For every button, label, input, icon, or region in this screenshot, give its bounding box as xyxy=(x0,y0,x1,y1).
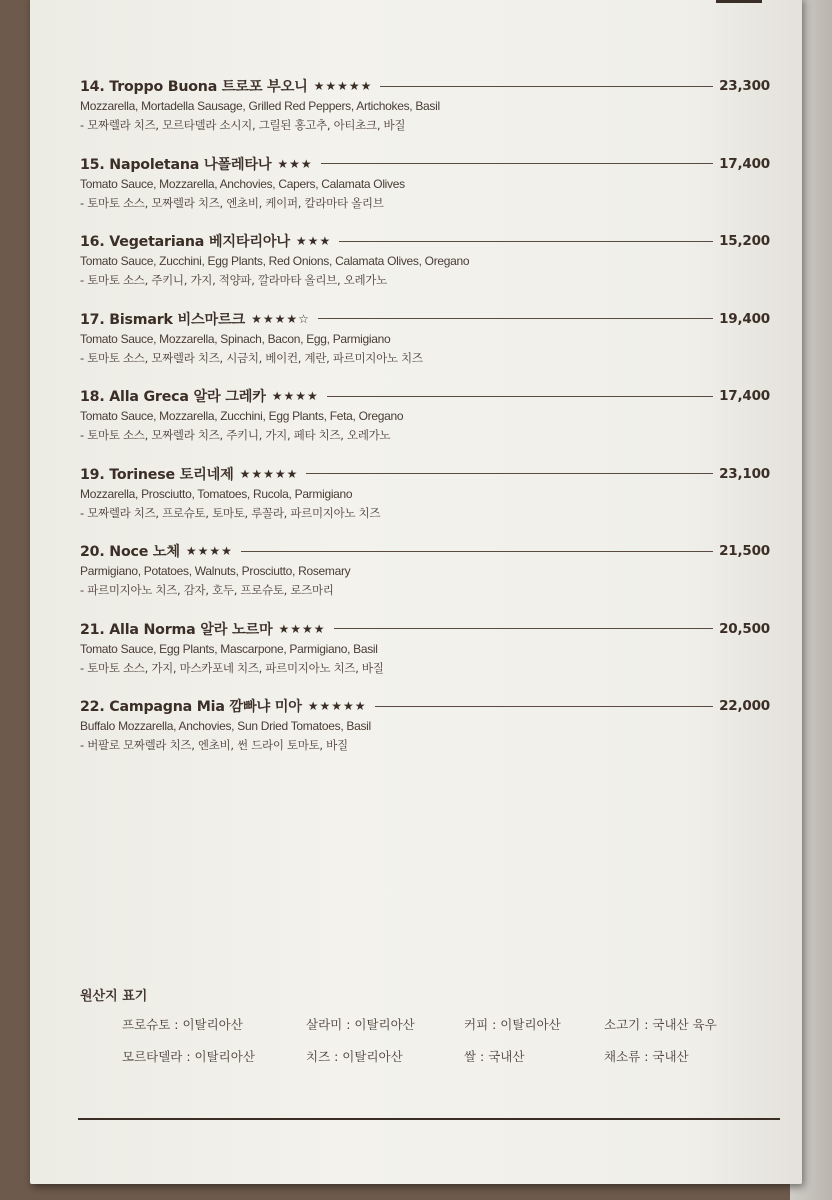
menu-item-title: 15. Napoletana 나폴레타나 xyxy=(80,156,272,173)
menu-item-title: 19. Torinese 토리네제 xyxy=(80,466,234,483)
dotted-leader xyxy=(321,163,713,164)
menu-item xyxy=(80,618,770,696)
origin-entry: 치즈 : 이탈리아산 xyxy=(306,1049,403,1064)
menu-item-price: 17,400 xyxy=(719,388,770,404)
menu-item-ingredients-korean: - 토마토 소스, 모짜렐라 치즈, 주키니, 가지, 페타 치즈, 오레가노 xyxy=(80,428,391,442)
menu-item-price: 23,100 xyxy=(719,465,770,482)
menu-item xyxy=(80,540,770,618)
menu-item xyxy=(80,463,770,541)
menu-item-ingredients-korean: - 토마토 소스, 모짜렐라 치즈, 엔초비, 케이퍼, 칼라마타 올리브 xyxy=(80,195,384,210)
menu-item xyxy=(80,695,770,773)
menu-item-ingredients-korean: - 파르미지아노 치즈, 감자, 호두, 프로슈토, 로즈마리 xyxy=(80,583,334,597)
menu-item-title: 18. Alla Greca 알라 그레카 xyxy=(80,389,266,405)
origin-label-title: 원산지 표기 xyxy=(80,989,148,1004)
menu-item-ingredients: Tomato Sauce, Mozzarella, Zucchini, Egg Plants, Feta, Oregano xyxy=(80,409,404,423)
origin-entry: 쌀 : 국내산 xyxy=(464,1049,525,1064)
origin-entry: 프로슈토 : 이탈리아산 xyxy=(122,1017,243,1032)
menu-item-price: 15,200 xyxy=(719,233,770,249)
origin-entry: 살라미 : 이탈리아산 xyxy=(306,1017,415,1032)
dotted-leader xyxy=(306,473,713,474)
menu-item-title: 16. Vegetariana 베지타리아나 xyxy=(80,234,290,250)
menu-item-price: 20,500 xyxy=(719,620,770,637)
menu-item xyxy=(80,75,770,153)
menu-item-ingredients: Buffalo Mozzarella, Anchovies, Sun Dried Tomatoes, Basil xyxy=(80,719,371,733)
menu-item-price: 23,300 xyxy=(719,78,770,94)
rating-stars: ★★★★☆ xyxy=(251,311,310,326)
menu-item-ingredients: Tomato Sauce, Mozzarella, Anchovies, Capers, Calamata Olives xyxy=(80,176,405,191)
rating-stars: ★★★★ xyxy=(278,621,326,636)
menu-item-title: 22. Campagna Mia 깜빠냐 미아 xyxy=(80,699,302,715)
bottom-divider xyxy=(78,1118,780,1120)
dotted-leader xyxy=(318,318,713,319)
dotted-leader xyxy=(375,706,714,707)
rating-stars: ★★★★ xyxy=(271,389,319,403)
dotted-leader xyxy=(334,628,714,629)
rating-stars: ★★★★★ xyxy=(307,699,367,713)
menu-item-price: 19,400 xyxy=(719,310,770,327)
rating-stars: ★★★★★ xyxy=(239,466,299,481)
menu-item-title: 21. Alla Norma 알라 노르마 xyxy=(80,621,273,638)
rating-stars: ★★★★ xyxy=(185,544,233,558)
menu-item-ingredients: Mozzarella, Prosciutto, Tomatoes, Rucola, Parmigiano xyxy=(80,486,353,501)
origin-entry: 채소류 : 국내산 xyxy=(604,1049,689,1064)
menu-item xyxy=(80,385,770,463)
menu-item-ingredients-korean: - 모짜렐라 치즈, 프로슈토, 토마토, 루꼴라, 파르미지아노 치즈 xyxy=(80,505,381,520)
menu-item-ingredients-korean: - 토마토 소스, 모짜렐라 치즈, 시금치, 베이컨, 계란, 파르미지아노 치즈 xyxy=(80,350,423,365)
dotted-leader xyxy=(380,86,713,87)
menu-item-ingredients: Tomato Sauce, Zucchini, Egg Plants, Red Onions, Calamata Olives, Oregano xyxy=(80,254,470,268)
menu-item-title: 17. Bismark 비스마르크 xyxy=(80,311,246,328)
rating-stars: ★★★ xyxy=(277,156,313,171)
menu-item-price: 17,400 xyxy=(719,155,770,172)
menu-item-ingredients: Mozzarella, Mortadella Sausage, Grilled Red Peppers, Artichokes, Basil xyxy=(80,99,440,113)
menu-item-price: 21,500 xyxy=(719,543,770,559)
rating-stars: ★★★★★ xyxy=(313,79,373,93)
menu-item xyxy=(80,153,770,231)
menu-item-ingredients: Tomato Sauce, Egg Plants, Mascarpone, Parmigiano, Basil xyxy=(80,641,378,656)
menu-item-ingredients-korean: - 토마토 소스, 주키니, 가지, 적양파, 깔라마타 올리브, 오레가노 xyxy=(80,273,387,287)
dotted-leader xyxy=(327,396,713,397)
menu-item-ingredients-korean: - 버팔로 모짜렐라 치즈, 엔초비, 썬 드라이 토마토, 바질 xyxy=(80,738,348,752)
menu-item xyxy=(80,308,770,386)
dotted-leader xyxy=(339,241,713,242)
rating-stars: ★★★ xyxy=(295,234,332,248)
menu-item-ingredients: Tomato Sauce, Mozzarella, Spinach, Bacon, Egg, Parmigiano xyxy=(80,331,391,346)
menu-item-ingredients: Parmigiano, Potatoes, Walnuts, Prosciutto, Rosemary xyxy=(80,564,351,578)
origin-entry: 모르타델라 : 이탈리아산 xyxy=(122,1049,255,1064)
top-divider xyxy=(716,0,762,3)
menu-item-price: 22,000 xyxy=(719,698,770,714)
menu-item-title: 14. Troppo Buona 트로포 부오니 xyxy=(80,79,308,95)
origin-entry: 소고기 : 국내산 육우 xyxy=(604,1017,717,1032)
menu-item-title: 20. Noce 노체 xyxy=(80,544,180,560)
menu-item xyxy=(80,230,770,308)
dotted-leader xyxy=(241,551,713,552)
origin-label-grid xyxy=(122,1015,762,1065)
origin-entry: 커피 : 이탈리아산 xyxy=(464,1017,561,1032)
pizza-menu-list xyxy=(80,75,770,773)
menu-item-ingredients-korean: - 모짜렐라 치즈, 모르타델라 소시지, 그릴된 홍고추, 아티초크, 바질 xyxy=(80,118,406,132)
menu-item-ingredients-korean: - 토마토 소스, 가지, 마스카포네 치즈, 파르미지아노 치즈, 바질 xyxy=(80,660,384,675)
